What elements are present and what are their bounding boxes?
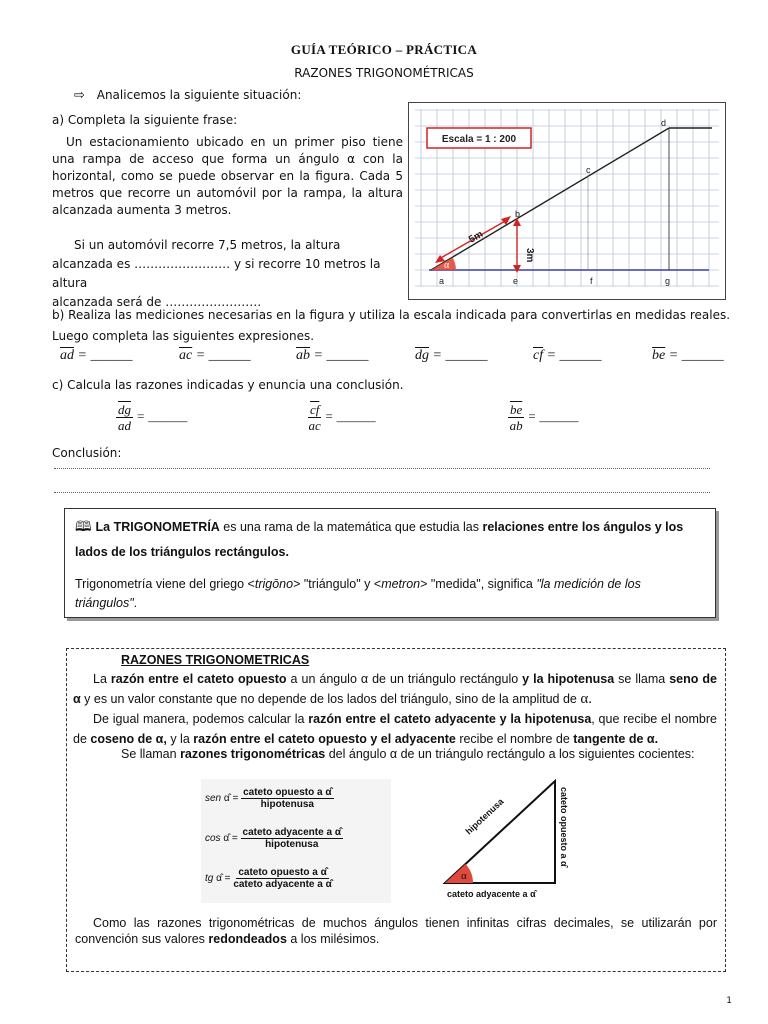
part-c-label: c) Calcula las razones indicadas y enuncia una conclusión.	[52, 378, 404, 392]
point-d: d	[661, 118, 667, 128]
trig-etymology: Trigonometría viene del griego <trigōno> "triángulo" y <metron> "medida", significa "la medición de los triángulos".	[75, 577, 641, 610]
angle-label: α	[444, 260, 450, 271]
ramp-line	[431, 128, 669, 270]
intro-text: Analicemos la siguiente situación:	[96, 88, 302, 102]
conclusion-label: Conclusión:	[52, 446, 122, 460]
arrow-right-icon: ⇨	[74, 88, 85, 103]
point-c: c	[586, 165, 591, 175]
point-a: a	[439, 276, 445, 286]
height-label: 3m	[524, 248, 535, 263]
ramp-figure	[408, 102, 726, 300]
conclusion-line-1	[54, 468, 710, 469]
formula-tg: tg α̂ = cateto opuesto a α̂ cateto adyacente a α̂	[205, 867, 332, 890]
point-f: f	[590, 276, 593, 286]
razones-box	[66, 648, 726, 972]
ratio-dg-ad: $\frac{\overline{dg}}{ad}$ = ______	[118, 402, 188, 433]
triangle-angle-label: α	[461, 870, 467, 882]
intro-line	[74, 86, 301, 105]
part-a-line-3: alcanzada será de ……………………	[52, 295, 262, 309]
trig-definition-2: lados de los triángulos rectángulos.	[75, 545, 289, 559]
part-a-label: a) Completa la siguiente frase:	[52, 113, 238, 127]
right-triangle	[435, 773, 595, 905]
trig-definition: 🕮 La TRIGONOMETRÍA es una rama de la matemática que estudia las relaciones entre los ángulos y los	[75, 518, 684, 534]
conclusion-line-2	[54, 492, 710, 493]
part-a-questions	[52, 236, 403, 312]
razones-closing: Como las razones trigonométricas de muchos ángulos tienen infinitas cifras decimales, se utilizarán por convención sus valores redondeados a los milésimos.	[75, 916, 717, 946]
part-a-paragraph: Un estacionamiento ubicado en un primer piso tiene una rampa de acceso que forma un ángulo α con la horizontal, como se puede observar en la figura. Cada 5 metros que recorre un automóvil por la rampa, la altura alcanzada aumenta 3 metros.	[52, 135, 403, 217]
formula-cos: cos α̂ = cateto adyacente a α̂ hipotenusa	[205, 827, 341, 850]
formula-sen: sen α̂ = cateto opuesto a α̂ hipotenusa	[205, 787, 332, 810]
trigonometry-box	[64, 508, 716, 618]
part-b-line-1: b) Realiza las mediciones necesarias en la figura y utiliza la escala indicada para convertirlas en medidas reales.	[52, 308, 731, 322]
razones-p3: Se llaman razones trigonométricas del ángulo α de un triángulo rectángulo a los siguientes cocientes:	[121, 747, 695, 761]
ratio-cf-ac: $\frac{\overline{cf}}{ac}$ = ______	[308, 402, 376, 433]
expr-be: $\overline{be}$ = ______	[652, 348, 724, 363]
hyp-label: 5m	[467, 228, 486, 246]
book-icon: 🕮	[75, 518, 92, 534]
expr-ab: $\overline{ab}$ = ______	[296, 348, 369, 363]
point-b: b	[515, 209, 521, 219]
ratio-be-ab: $\frac{\overline{be}}{ab}$ = ______	[509, 402, 579, 433]
expr-cf: $\overline{cf}$ = ______	[533, 348, 602, 363]
page-number: 1	[726, 996, 732, 1006]
formulas-panel	[201, 779, 391, 903]
part-a-line-1: Si un automóvil recorre 7,5 metros, la altura	[74, 238, 341, 252]
scale-label: Escala = 1 : 200	[441, 134, 517, 145]
expr-ad: $\overline{ad}$ = ______	[60, 348, 133, 363]
triangle-hyp-label: hipotenusa	[463, 796, 506, 837]
part-b-line-2: Luego completa las siguientes expresiones.	[52, 329, 315, 343]
page-subtitle: RAZONES TRIGONOMÉTRICAS	[294, 66, 474, 80]
triangle-adj-label: cateto adyacente a α̂	[447, 889, 536, 899]
expr-dg: $\overline{dg}$ = ______	[415, 348, 488, 363]
razones-p1: La razón entre el cateto opuesto a un ángulo α de un triángulo rectángulo y la hipotenusa se llama seno de α y es un valor constante que no depende de los lados del triángulo, sino de la amplitud de α.	[73, 672, 717, 707]
ramp-diagram	[409, 103, 725, 299]
triangle-opp-label: cateto opuesto a α̂	[559, 787, 569, 867]
razones-heading: RAZONES TRIGONOMETRICAS	[121, 653, 310, 667]
point-e: e	[513, 276, 519, 286]
point-g: g	[665, 276, 671, 286]
expr-ac: $\overline{ac}$ = ______	[179, 348, 251, 363]
page-title: GUÍA TEÓRICO – PRÁCTICA	[290, 42, 478, 57]
razones-p2: De igual manera, podemos calcular la razón entre el cateto adyacente y la hipotenusa, que recibe el nombre de coseno de α, y la razón entre el cateto opuesto y el adyacente recibe el nombre de tangente de α.	[73, 712, 717, 746]
part-a-line-2: alcanzada es …………………… y si recorre 10 metros la altura	[52, 257, 381, 290]
